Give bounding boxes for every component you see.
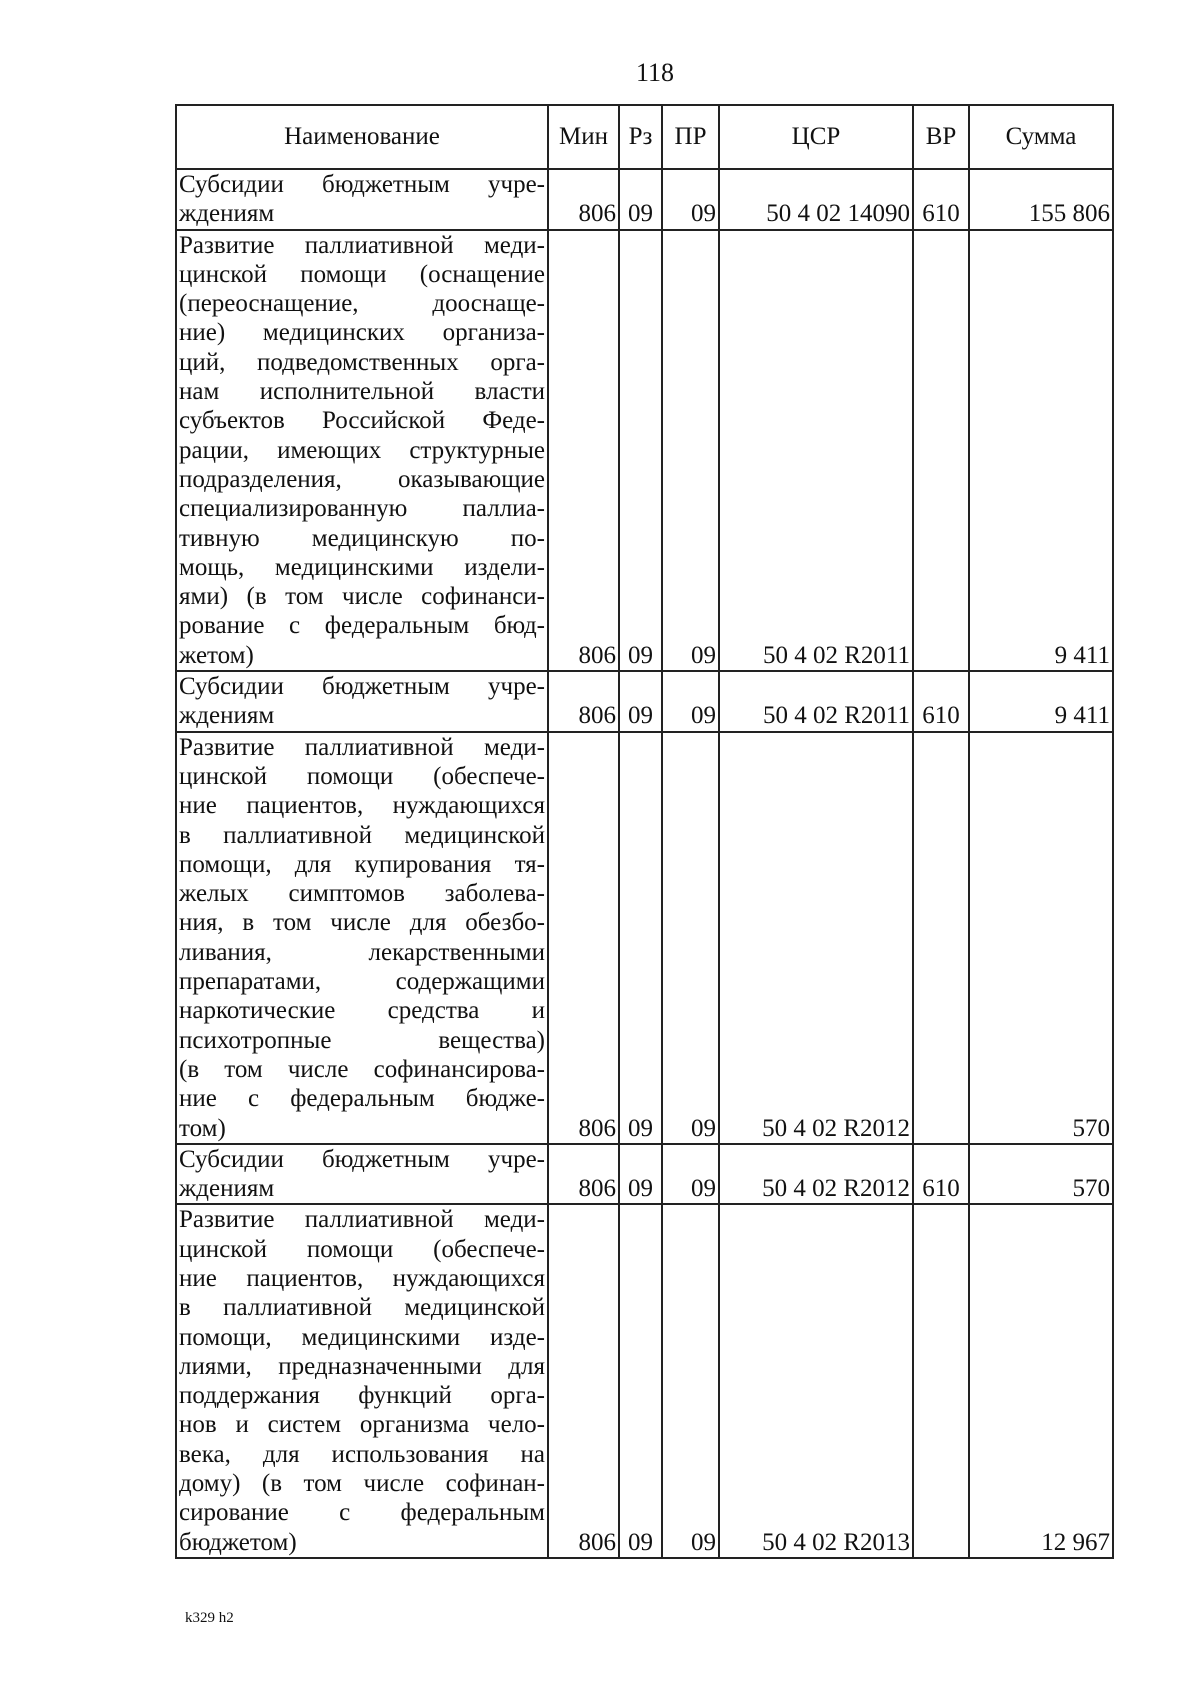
name-line: бюджетом) bbox=[179, 1528, 297, 1556]
name-line: наркотические средства и bbox=[179, 997, 545, 1025]
cell-min: 806 bbox=[548, 1204, 619, 1558]
name-line: рации, имеющих структурные bbox=[179, 436, 545, 464]
name-line: ние с федеральным бюдже- bbox=[179, 1085, 545, 1113]
name-line: цинской помощи (обеспече- bbox=[179, 1235, 545, 1263]
name-line: ждениям bbox=[179, 1175, 275, 1203]
name-line: жетом) bbox=[179, 641, 254, 669]
name-line: в паллиативной медицинской bbox=[179, 1294, 545, 1322]
cell-sum: 9 411 bbox=[969, 671, 1113, 732]
cell-vr bbox=[913, 230, 969, 671]
name-line: ций, подведомственных орга- bbox=[179, 348, 545, 376]
name-line: нам исполнительной власти bbox=[179, 378, 545, 406]
name-line: цинской помощи (обеспече- bbox=[179, 762, 545, 790]
cell-rz: 09 bbox=[619, 169, 662, 230]
name-line: ние пациентов, нуждающихся bbox=[179, 1264, 545, 1292]
name-line: помощи, для купирования тя- bbox=[179, 850, 545, 878]
table-body bbox=[176, 169, 1113, 1558]
name-line: поддержания функций орга- bbox=[179, 1382, 545, 1410]
cell-rz: 09 bbox=[619, 230, 662, 671]
name-line: сирование с федеральным bbox=[179, 1499, 545, 1527]
name-line: ние) медицинских организа- bbox=[179, 319, 545, 347]
name-line: дому) (в том числе софинан- bbox=[179, 1470, 545, 1498]
cell-pr: 09 bbox=[662, 671, 719, 732]
name-line: Развитие паллиативной меди- bbox=[179, 1206, 545, 1234]
cell-min: 806 bbox=[548, 671, 619, 732]
header-rz: Рз bbox=[619, 105, 662, 169]
name-line: Субсидии бюджетным учре- bbox=[179, 171, 545, 198]
cell-vr: 610 bbox=[913, 1144, 969, 1205]
cell-name bbox=[176, 1144, 548, 1205]
table-row bbox=[176, 1204, 1113, 1558]
name-line: века, для использования на bbox=[179, 1440, 545, 1468]
name-line: в паллиативной медицинской bbox=[179, 821, 545, 849]
name-line: препаратами, содержащими bbox=[179, 968, 545, 996]
cell-sum: 155 806 bbox=[969, 169, 1113, 230]
cell-name bbox=[176, 1204, 548, 1558]
cell-csr: 50 4 02 R2012 bbox=[719, 1144, 913, 1205]
cell-sum: 570 bbox=[969, 732, 1113, 1144]
header-vr: ВР bbox=[913, 105, 969, 169]
cell-name bbox=[176, 732, 548, 1144]
name-line: ями) (в том числе софинанси- bbox=[179, 583, 545, 611]
name-line: подразделения, оказывающие bbox=[179, 465, 545, 493]
cell-vr bbox=[913, 1204, 969, 1558]
name-line: ждениям bbox=[179, 200, 275, 228]
name-line: Развитие паллиативной меди- bbox=[179, 733, 545, 761]
cell-name bbox=[176, 230, 548, 671]
cell-vr bbox=[913, 732, 969, 1144]
cell-rz: 09 bbox=[619, 1204, 662, 1558]
name-line: психотропные вещества) bbox=[179, 1026, 545, 1054]
cell-csr: 50 4 02 R2011 bbox=[719, 230, 913, 671]
name-line: Развитие паллиативной меди- bbox=[179, 231, 545, 259]
header-pr: ПР bbox=[662, 105, 719, 169]
cell-pr: 09 bbox=[662, 169, 719, 230]
name-line: том) bbox=[179, 1114, 226, 1142]
cell-csr: 50 4 02 R2012 bbox=[719, 732, 913, 1144]
name-line: (в том числе софинансирова- bbox=[179, 1055, 545, 1083]
table-row bbox=[176, 230, 1113, 671]
cell-min: 806 bbox=[548, 230, 619, 671]
name-line: ждениям bbox=[179, 702, 275, 730]
cell-name bbox=[176, 671, 548, 732]
table-row bbox=[176, 169, 1113, 230]
name-line: желых симптомов заболева- bbox=[179, 880, 545, 908]
cell-pr: 09 bbox=[662, 1144, 719, 1205]
header-sum: Сумма bbox=[969, 105, 1113, 169]
cell-csr: 50 4 02 R2013 bbox=[719, 1204, 913, 1558]
table-row bbox=[176, 732, 1113, 1144]
cell-csr: 50 4 02 R2011 bbox=[719, 671, 913, 732]
table-row bbox=[176, 1144, 1113, 1205]
cell-pr: 09 bbox=[662, 1204, 719, 1558]
name-line: ливания, лекарственными bbox=[179, 938, 545, 966]
name-line: Субсидии бюджетным учре- bbox=[179, 673, 545, 701]
footer-code: k329 h2 bbox=[185, 1610, 234, 1626]
name-line: мощь, медицинскими издели- bbox=[179, 553, 545, 581]
cell-sum: 12 967 bbox=[969, 1204, 1113, 1558]
name-line: нов и систем организма чело- bbox=[179, 1411, 545, 1439]
header-min: Мин bbox=[548, 105, 619, 169]
cell-sum: 570 bbox=[969, 1144, 1113, 1205]
cell-rz: 09 bbox=[619, 671, 662, 732]
name-line: помощи, медицинскими изде- bbox=[179, 1323, 545, 1351]
name-line: (переоснащение, дооснаще- bbox=[179, 290, 545, 318]
cell-min: 806 bbox=[548, 169, 619, 230]
cell-vr: 610 bbox=[913, 169, 969, 230]
cell-rz: 09 bbox=[619, 1144, 662, 1205]
name-line: Субсидии бюджетным учре- bbox=[179, 1145, 545, 1173]
cell-name bbox=[176, 169, 548, 230]
header-name: Наименование bbox=[176, 105, 548, 169]
name-line: рование с федеральным бюд- bbox=[179, 612, 545, 640]
name-line: ние пациентов, нуждающихся bbox=[179, 792, 545, 820]
table-header-row bbox=[176, 105, 1113, 169]
page-number: 118 bbox=[635, 58, 675, 87]
name-line: субъектов Российской Феде- bbox=[179, 407, 545, 435]
cell-rz: 09 bbox=[619, 732, 662, 1144]
budget-table bbox=[175, 104, 1114, 1559]
cell-csr: 50 4 02 14090 bbox=[719, 169, 913, 230]
header-csr: ЦСР bbox=[719, 105, 913, 169]
cell-vr: 610 bbox=[913, 671, 969, 732]
cell-pr: 09 bbox=[662, 732, 719, 1144]
name-line: лиями, предназначенными для bbox=[179, 1352, 545, 1380]
cell-min: 806 bbox=[548, 732, 619, 1144]
cell-sum: 9 411 bbox=[969, 230, 1113, 671]
cell-min: 806 bbox=[548, 1144, 619, 1205]
name-line: специализированную паллиа- bbox=[179, 495, 545, 523]
name-line: ния, в том числе для обезбо- bbox=[179, 909, 545, 937]
table-row bbox=[176, 671, 1113, 732]
cell-pr: 09 bbox=[662, 230, 719, 671]
name-line: тивную медицинскую по- bbox=[179, 524, 545, 552]
name-line: цинской помощи (оснащение bbox=[179, 260, 545, 288]
